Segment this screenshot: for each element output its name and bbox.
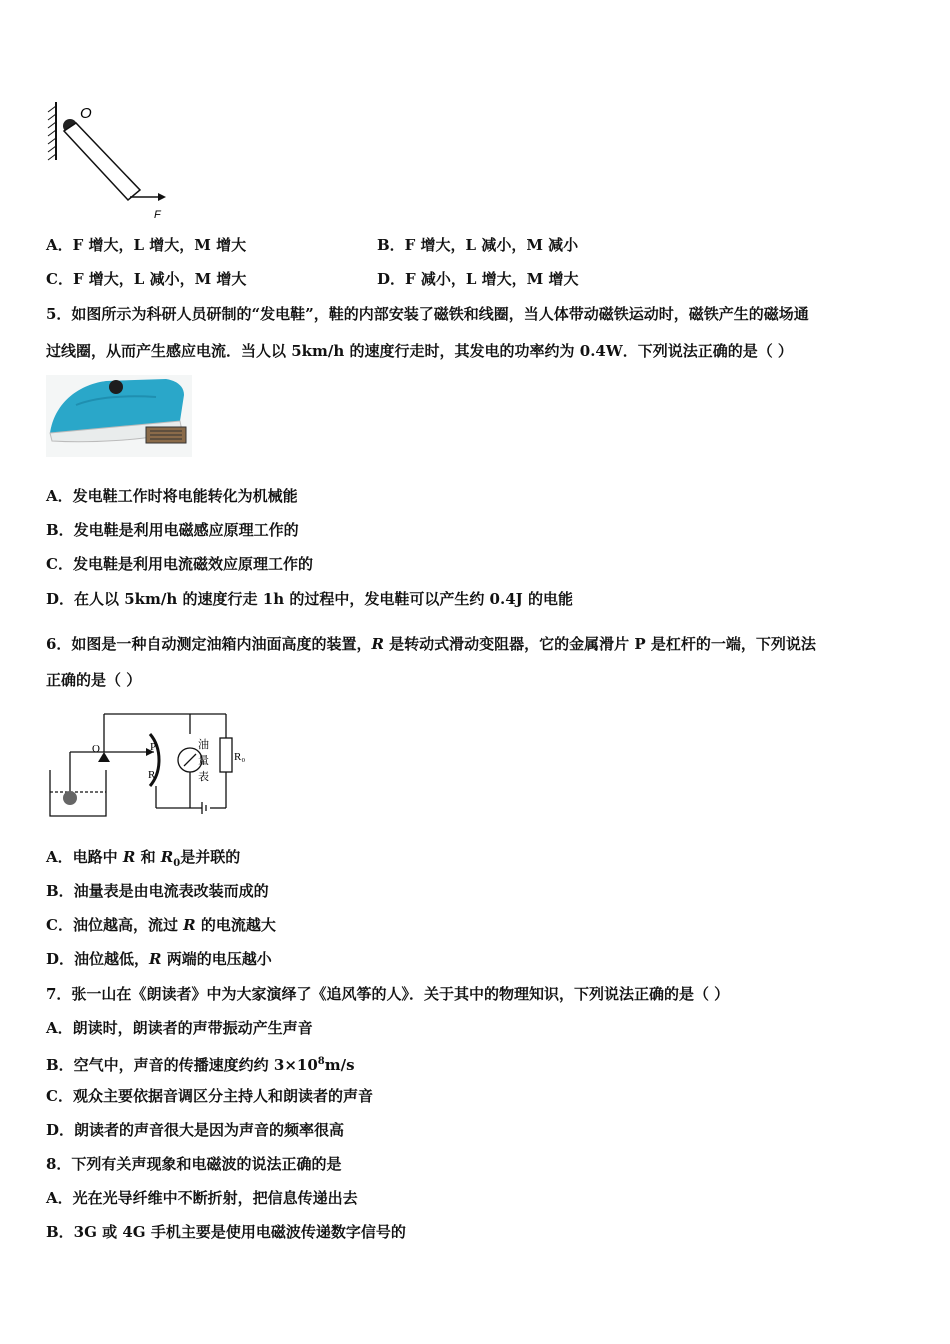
q5-option-c: C．发电鞋是利用电流磁效应原理工作的 [46, 555, 313, 573]
q4-option-a: A．F 增大，L 增大，M 增大 [46, 236, 247, 254]
lever-label-o: O [80, 105, 92, 122]
circuit-label-r: R [148, 769, 156, 781]
q7-option-a: A．朗读时，朗读者的声带振动产生声音 [46, 1019, 313, 1037]
q8-option-a: A．光在光导纤维中不断折射，把信息传递出去 [46, 1189, 358, 1207]
circuit-label-p: P [150, 741, 157, 753]
circuit-label-r0: R₀ [234, 751, 246, 763]
meter-label-2: 量 [198, 754, 209, 767]
meter-label-1: 油 [198, 738, 209, 751]
q8-option-b: B．3G 或 4G 手机主要是使用电磁波传递数字信号的 [46, 1223, 406, 1241]
q6-option-a: A．电路中 R 和 $R_0$是并联的 [46, 848, 241, 869]
q7-stem: 7．张一山在《朗读者》中为大家演绎了《追风筝的人》．关于其中的物理知识，下列说法正确的是（ ） [46, 985, 730, 1003]
meter-label-3: 表 [198, 770, 209, 783]
q4-option-c: C．F 增大，L 减小，M 增大 [46, 270, 247, 288]
q8-stem: 8．下列有关声现象和电磁波的说法正确的是 [46, 1155, 342, 1173]
q5-option-b: B．发电鞋是利用电磁感应原理工作的 [46, 521, 299, 539]
shoe-image [46, 375, 192, 457]
q5-stem-line1: 5．如图所示为科研人员研制的“发电鞋”，鞋的内部安装了磁铁和线圈，当人体带动磁铁运动时，磁铁产生的磁场通 [46, 305, 809, 323]
q6-option-b: B．油量表是由电流表改装而成的 [46, 882, 269, 900]
q6-option-c: C．油位越高，流过 R 的电流越大 [46, 916, 276, 934]
q5-option-d: D．在人以 5km/h 的速度行走 1h 的过程中，发电鞋可以产生约 0.4J 的电能 [46, 590, 573, 608]
q7-option-b: B．空气中，声音的传播速度约约 $3\times 10^8m/s$ [46, 1056, 355, 1074]
q4-option-d: D．F 减小，L 增大，M 增大 [377, 270, 579, 288]
lever-figure [40, 98, 180, 223]
q5-stem-line2: 过线圈，从而产生感应电流．当人以 5km/h 的速度行走时，其发电的功率约为 0.4W．下列说法正确的是（ ） [46, 342, 793, 360]
q6-stem-line1: 6．如图是一种自动测定油箱内油面高度的装置，R 是转动式滑动变阻器，它的金属滑片 P 是杠杆的一端，下列说法 [46, 635, 816, 653]
circuit-label-o: O [92, 743, 100, 755]
q7-option-d: D．朗读者的声音很大是因为声音的频率很高 [46, 1121, 345, 1139]
oil-gauge-circuit-figure [46, 708, 256, 820]
q6-option-d: D．油位越低，R 两端的电压越小 [46, 950, 272, 968]
q6-stem-line2: 正确的是（ ） [46, 671, 142, 689]
q5-option-a: A．发电鞋工作时将电能转化为机械能 [46, 487, 298, 505]
q4-option-b: B．F 增大，L 减小，M 减小 [377, 236, 579, 254]
lever-label-f: F [154, 209, 161, 221]
q7-option-c: C．观众主要依据音调区分主持人和朗读者的声音 [46, 1087, 373, 1105]
